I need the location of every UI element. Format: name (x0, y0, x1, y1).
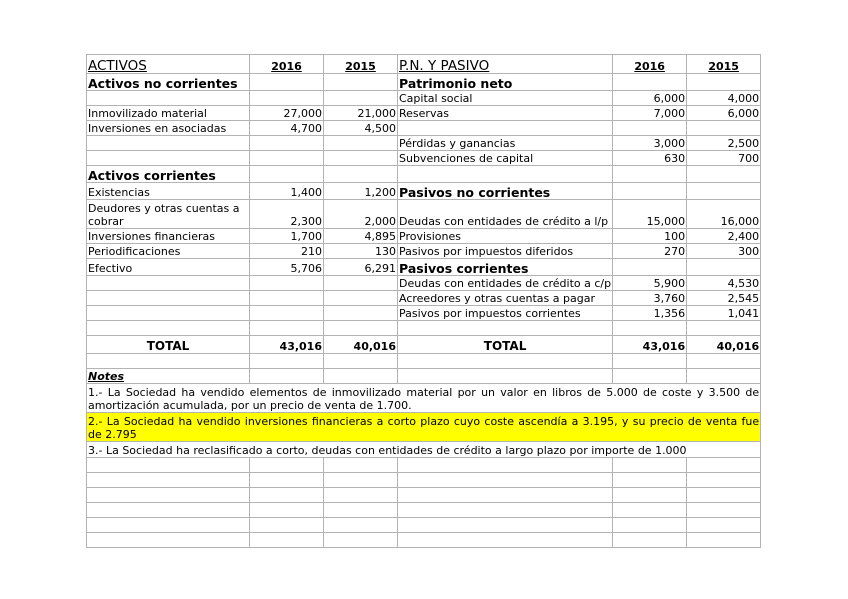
empty-cell[interactable] (250, 91, 324, 106)
subvenciones-label[interactable]: Subvenciones de capital (398, 151, 613, 166)
empty-cell[interactable] (687, 121, 761, 136)
deudas-lp-2015[interactable]: 16,000 (687, 200, 761, 229)
inversiones-asociadas-label[interactable]: Inversiones en asociadas (87, 121, 250, 136)
empty-cell[interactable] (324, 518, 398, 533)
section-patrimonio-neto[interactable]: Patrimonio neto (398, 74, 613, 91)
empty-cell[interactable] (613, 488, 687, 503)
empty-cell[interactable] (687, 166, 761, 183)
activos-year-2016[interactable]: 2016 (250, 55, 324, 74)
reservas-2015[interactable]: 6,000 (687, 106, 761, 121)
existencias-2016[interactable]: 1,400 (250, 183, 324, 200)
efectivo-label[interactable]: Efectivo (87, 259, 250, 276)
empty-cell[interactable] (250, 458, 324, 473)
empty-cell[interactable] (687, 74, 761, 91)
empty-cell[interactable] (613, 183, 687, 200)
pasivo-header[interactable]: P.N. Y PASIVO (398, 55, 613, 74)
section-pasivos-no-corrientes[interactable]: Pasivos no corrientes (398, 183, 613, 200)
table-row (87, 200, 761, 229)
empty-cell[interactable] (687, 259, 761, 276)
existencias-2015[interactable]: 1,200 (324, 183, 398, 200)
note-2-highlighted[interactable]: 2.- La Sociedad ha vendido inversiones financieras a corto plazo cuyo coste ascendía a 3.195, y su precio de venta fue de 2.795 (87, 413, 761, 442)
empty-cell[interactable] (250, 518, 324, 533)
empty-cell[interactable] (398, 321, 613, 336)
empty-cell[interactable] (687, 518, 761, 533)
empty-cell[interactable] (324, 369, 398, 384)
efectivo-2015[interactable]: 6,291 (324, 259, 398, 276)
deudas-cp-2015[interactable]: 4,530 (687, 276, 761, 291)
table-row (87, 74, 761, 91)
empty-cell[interactable] (324, 166, 398, 183)
table-row (87, 91, 761, 106)
pasivos-impuestos-corrientes-label[interactable]: Pasivos por impuestos corrientes (398, 306, 613, 321)
capital-social-2015[interactable]: 4,000 (687, 91, 761, 106)
empty-cell[interactable] (687, 183, 761, 200)
activos-year-2015[interactable]: 2015 (324, 55, 398, 74)
notes-heading-row (87, 369, 761, 384)
empty-cell[interactable] (687, 354, 761, 369)
empty-cell[interactable] (398, 503, 613, 518)
empty-cell[interactable] (398, 488, 613, 503)
inmovilizado-label[interactable]: Inmovilizado material (87, 106, 250, 121)
acreedores-2016[interactable]: 3,760 (613, 291, 687, 306)
empty-cell[interactable] (613, 166, 687, 183)
empty-cell[interactable] (687, 488, 761, 503)
table-row (87, 183, 761, 200)
empty-cell[interactable] (324, 321, 398, 336)
deudas-lp-2016[interactable]: 15,000 (613, 200, 687, 229)
deudas-cp-2016[interactable]: 5,900 (613, 276, 687, 291)
empty-cell[interactable] (250, 74, 324, 91)
deudores-label[interactable]: Deudores y otras cuentas a cobrar (87, 200, 250, 229)
capital-social-2016[interactable]: 6,000 (613, 91, 687, 106)
table-row (87, 306, 761, 321)
section-pasivos-corrientes[interactable]: Pasivos corrientes (398, 259, 613, 276)
section-activos-no-corrientes[interactable]: Activos no corrientes (87, 74, 250, 91)
totals-row (87, 336, 761, 354)
empty-cell[interactable] (613, 74, 687, 91)
activos-header[interactable]: ACTIVOS (87, 55, 250, 74)
table-row (87, 151, 761, 166)
empty-cell[interactable] (687, 473, 761, 488)
table-row (87, 354, 761, 369)
empty-cell[interactable] (250, 354, 324, 369)
inmovilizado-2015[interactable]: 21,000 (324, 106, 398, 121)
empty-cell[interactable] (613, 503, 687, 518)
note-1[interactable]: 1.- La Sociedad ha vendido elementos de inmovilizado material por un valor en libros de 5.000 de coste y 3.500 de amortización acumulada, por un precio de venta de 1.700. (87, 384, 761, 413)
table-row (87, 166, 761, 183)
empty-cell[interactable] (687, 533, 761, 548)
pasivo-year-2015[interactable]: 2015 (687, 55, 761, 74)
empty-cell[interactable] (324, 458, 398, 473)
periodificaciones-2015[interactable]: 130 (324, 244, 398, 259)
pasivo-total-label[interactable]: TOTAL (398, 336, 613, 354)
empty-cell[interactable] (613, 533, 687, 548)
header-row (87, 55, 761, 74)
note-3[interactable]: 3.- La Sociedad ha reclasificado a corto, deudas con entidades de crédito a largo plazo por importe de 1.000 (87, 442, 761, 458)
empty-cell[interactable] (324, 91, 398, 106)
empty-cell[interactable] (87, 503, 250, 518)
provisiones-label[interactable]: Provisiones (398, 229, 613, 244)
empty-cell[interactable] (324, 291, 398, 306)
provisiones-2015[interactable]: 2,400 (687, 229, 761, 244)
perdidas-2016[interactable]: 3,000 (613, 136, 687, 151)
subvenciones-2016[interactable]: 630 (613, 151, 687, 166)
empty-cell[interactable] (87, 473, 250, 488)
inversiones-financieras-2015[interactable]: 4,895 (324, 229, 398, 244)
empty-cell[interactable] (324, 533, 398, 548)
inversiones-asociadas-2015[interactable]: 4,500 (324, 121, 398, 136)
empty-cell[interactable] (87, 533, 250, 548)
empty-cell[interactable] (324, 503, 398, 518)
pasivo-year-2016[interactable]: 2016 (613, 55, 687, 74)
inversiones-financieras-label[interactable]: Inversiones financieras (87, 229, 250, 244)
activos-total-2016[interactable]: 43,016 (250, 336, 324, 354)
pasivos-impuestos-diferidos-2016[interactable]: 270 (613, 244, 687, 259)
reservas-label[interactable]: Reservas (398, 106, 613, 121)
table-row (87, 244, 761, 259)
empty-cell[interactable] (398, 369, 613, 384)
reservas-2016[interactable]: 7,000 (613, 106, 687, 121)
table-row (87, 136, 761, 151)
empty-cell[interactable] (87, 458, 250, 473)
capital-social-label[interactable]: Capital social (398, 91, 613, 106)
perdidas-label[interactable]: Pérdidas y ganancias (398, 136, 613, 151)
inversiones-asociadas-2016[interactable]: 4,700 (250, 121, 324, 136)
empty-cell[interactable] (87, 276, 250, 291)
table-row (87, 106, 761, 121)
empty-cell[interactable] (250, 473, 324, 488)
note-row (87, 442, 761, 458)
empty-cell[interactable] (324, 354, 398, 369)
empty-cell[interactable] (613, 369, 687, 384)
deudores-2016[interactable]: 2,300 (250, 200, 324, 229)
empty-cell[interactable] (87, 354, 250, 369)
empty-cell[interactable] (87, 136, 250, 151)
table-row (87, 276, 761, 291)
empty-cell[interactable] (250, 321, 324, 336)
empty-cell[interactable] (398, 121, 613, 136)
existencias-label[interactable]: Existencias (87, 183, 250, 200)
empty-cell[interactable] (687, 321, 761, 336)
empty-cell[interactable] (87, 488, 250, 503)
note-row (87, 413, 761, 442)
empty-cell[interactable] (250, 488, 324, 503)
table-row (87, 259, 761, 276)
table-row (87, 503, 761, 518)
deudores-2015[interactable]: 2,000 (324, 200, 398, 229)
pasivos-impuestos-diferidos-label[interactable]: Pasivos por impuestos diferidos (398, 244, 613, 259)
empty-cell[interactable] (324, 488, 398, 503)
empty-cell[interactable] (250, 136, 324, 151)
balance-sheet-table (86, 54, 761, 548)
activos-total-label[interactable]: TOTAL (87, 336, 250, 354)
empty-cell[interactable] (87, 321, 250, 336)
table-row (87, 473, 761, 488)
pasivo-total-2015[interactable]: 40,016 (687, 336, 761, 354)
table-row (87, 229, 761, 244)
pasivos-impuestos-corrientes-2015[interactable]: 1,041 (687, 306, 761, 321)
section-activos-corrientes[interactable]: Activos corrientes (87, 166, 250, 183)
periodificaciones-2016[interactable]: 210 (250, 244, 324, 259)
empty-cell[interactable] (250, 166, 324, 183)
acreedores-label[interactable]: Acreedores y otras cuentas a pagar (398, 291, 613, 306)
empty-cell[interactable] (324, 306, 398, 321)
table-row (87, 291, 761, 306)
empty-cell[interactable] (398, 473, 613, 488)
empty-cell[interactable] (398, 166, 613, 183)
empty-cell[interactable] (324, 74, 398, 91)
table-row (87, 518, 761, 533)
provisiones-2016[interactable]: 100 (613, 229, 687, 244)
empty-cell[interactable] (613, 518, 687, 533)
empty-cell[interactable] (324, 276, 398, 291)
empty-cell[interactable] (324, 151, 398, 166)
notes-heading[interactable]: Notes (87, 369, 250, 384)
deudas-cp-label[interactable]: Deudas con entidades de crédito a c/p (399, 277, 612, 290)
empty-cell[interactable] (250, 503, 324, 518)
empty-cell[interactable] (87, 291, 250, 306)
table-row (87, 321, 761, 336)
empty-cell[interactable] (613, 473, 687, 488)
empty-cell[interactable] (687, 503, 761, 518)
empty-cell[interactable] (87, 306, 250, 321)
pasivos-impuestos-corrientes-2016[interactable]: 1,356 (613, 306, 687, 321)
empty-cell[interactable] (250, 306, 324, 321)
empty-cell[interactable] (324, 136, 398, 151)
efectivo-2016[interactable]: 5,706 (250, 259, 324, 276)
periodificaciones-label[interactable]: Periodificaciones (87, 244, 250, 259)
empty-cell[interactable] (250, 291, 324, 306)
empty-cell[interactable] (87, 91, 250, 106)
subvenciones-2015[interactable]: 700 (687, 151, 761, 166)
deudas-lp-label[interactable]: Deudas con entidades de crédito a l/p (398, 200, 613, 229)
empty-cell[interactable] (613, 259, 687, 276)
empty-cell[interactable] (398, 533, 613, 548)
empty-cell[interactable] (250, 276, 324, 291)
note-row (87, 384, 761, 413)
perdidas-2015[interactable]: 2,500 (687, 136, 761, 151)
empty-cell[interactable] (250, 151, 324, 166)
empty-cell[interactable] (687, 369, 761, 384)
empty-cell[interactable] (250, 369, 324, 384)
pasivos-impuestos-diferidos-2015[interactable]: 300 (687, 244, 761, 259)
empty-cell[interactable] (87, 151, 250, 166)
table-row (87, 458, 761, 473)
empty-cell[interactable] (250, 533, 324, 548)
empty-cell[interactable] (613, 321, 687, 336)
empty-cell[interactable] (613, 354, 687, 369)
empty-cell[interactable] (398, 458, 613, 473)
acreedores-2015[interactable]: 2,545 (687, 291, 761, 306)
empty-cell[interactable] (398, 518, 613, 533)
empty-cell[interactable] (87, 518, 250, 533)
empty-cell[interactable] (613, 458, 687, 473)
empty-cell[interactable] (398, 354, 613, 369)
table-row (87, 121, 761, 136)
empty-cell[interactable] (613, 121, 687, 136)
pasivo-total-2016[interactable]: 43,016 (613, 336, 687, 354)
empty-cell[interactable] (324, 473, 398, 488)
activos-total-2015[interactable]: 40,016 (324, 336, 398, 354)
table-row (87, 533, 761, 548)
inversiones-financieras-2016[interactable]: 1,700 (250, 229, 324, 244)
empty-cell[interactable] (687, 458, 761, 473)
inmovilizado-2016[interactable]: 27,000 (250, 106, 324, 121)
table-row (87, 488, 761, 503)
